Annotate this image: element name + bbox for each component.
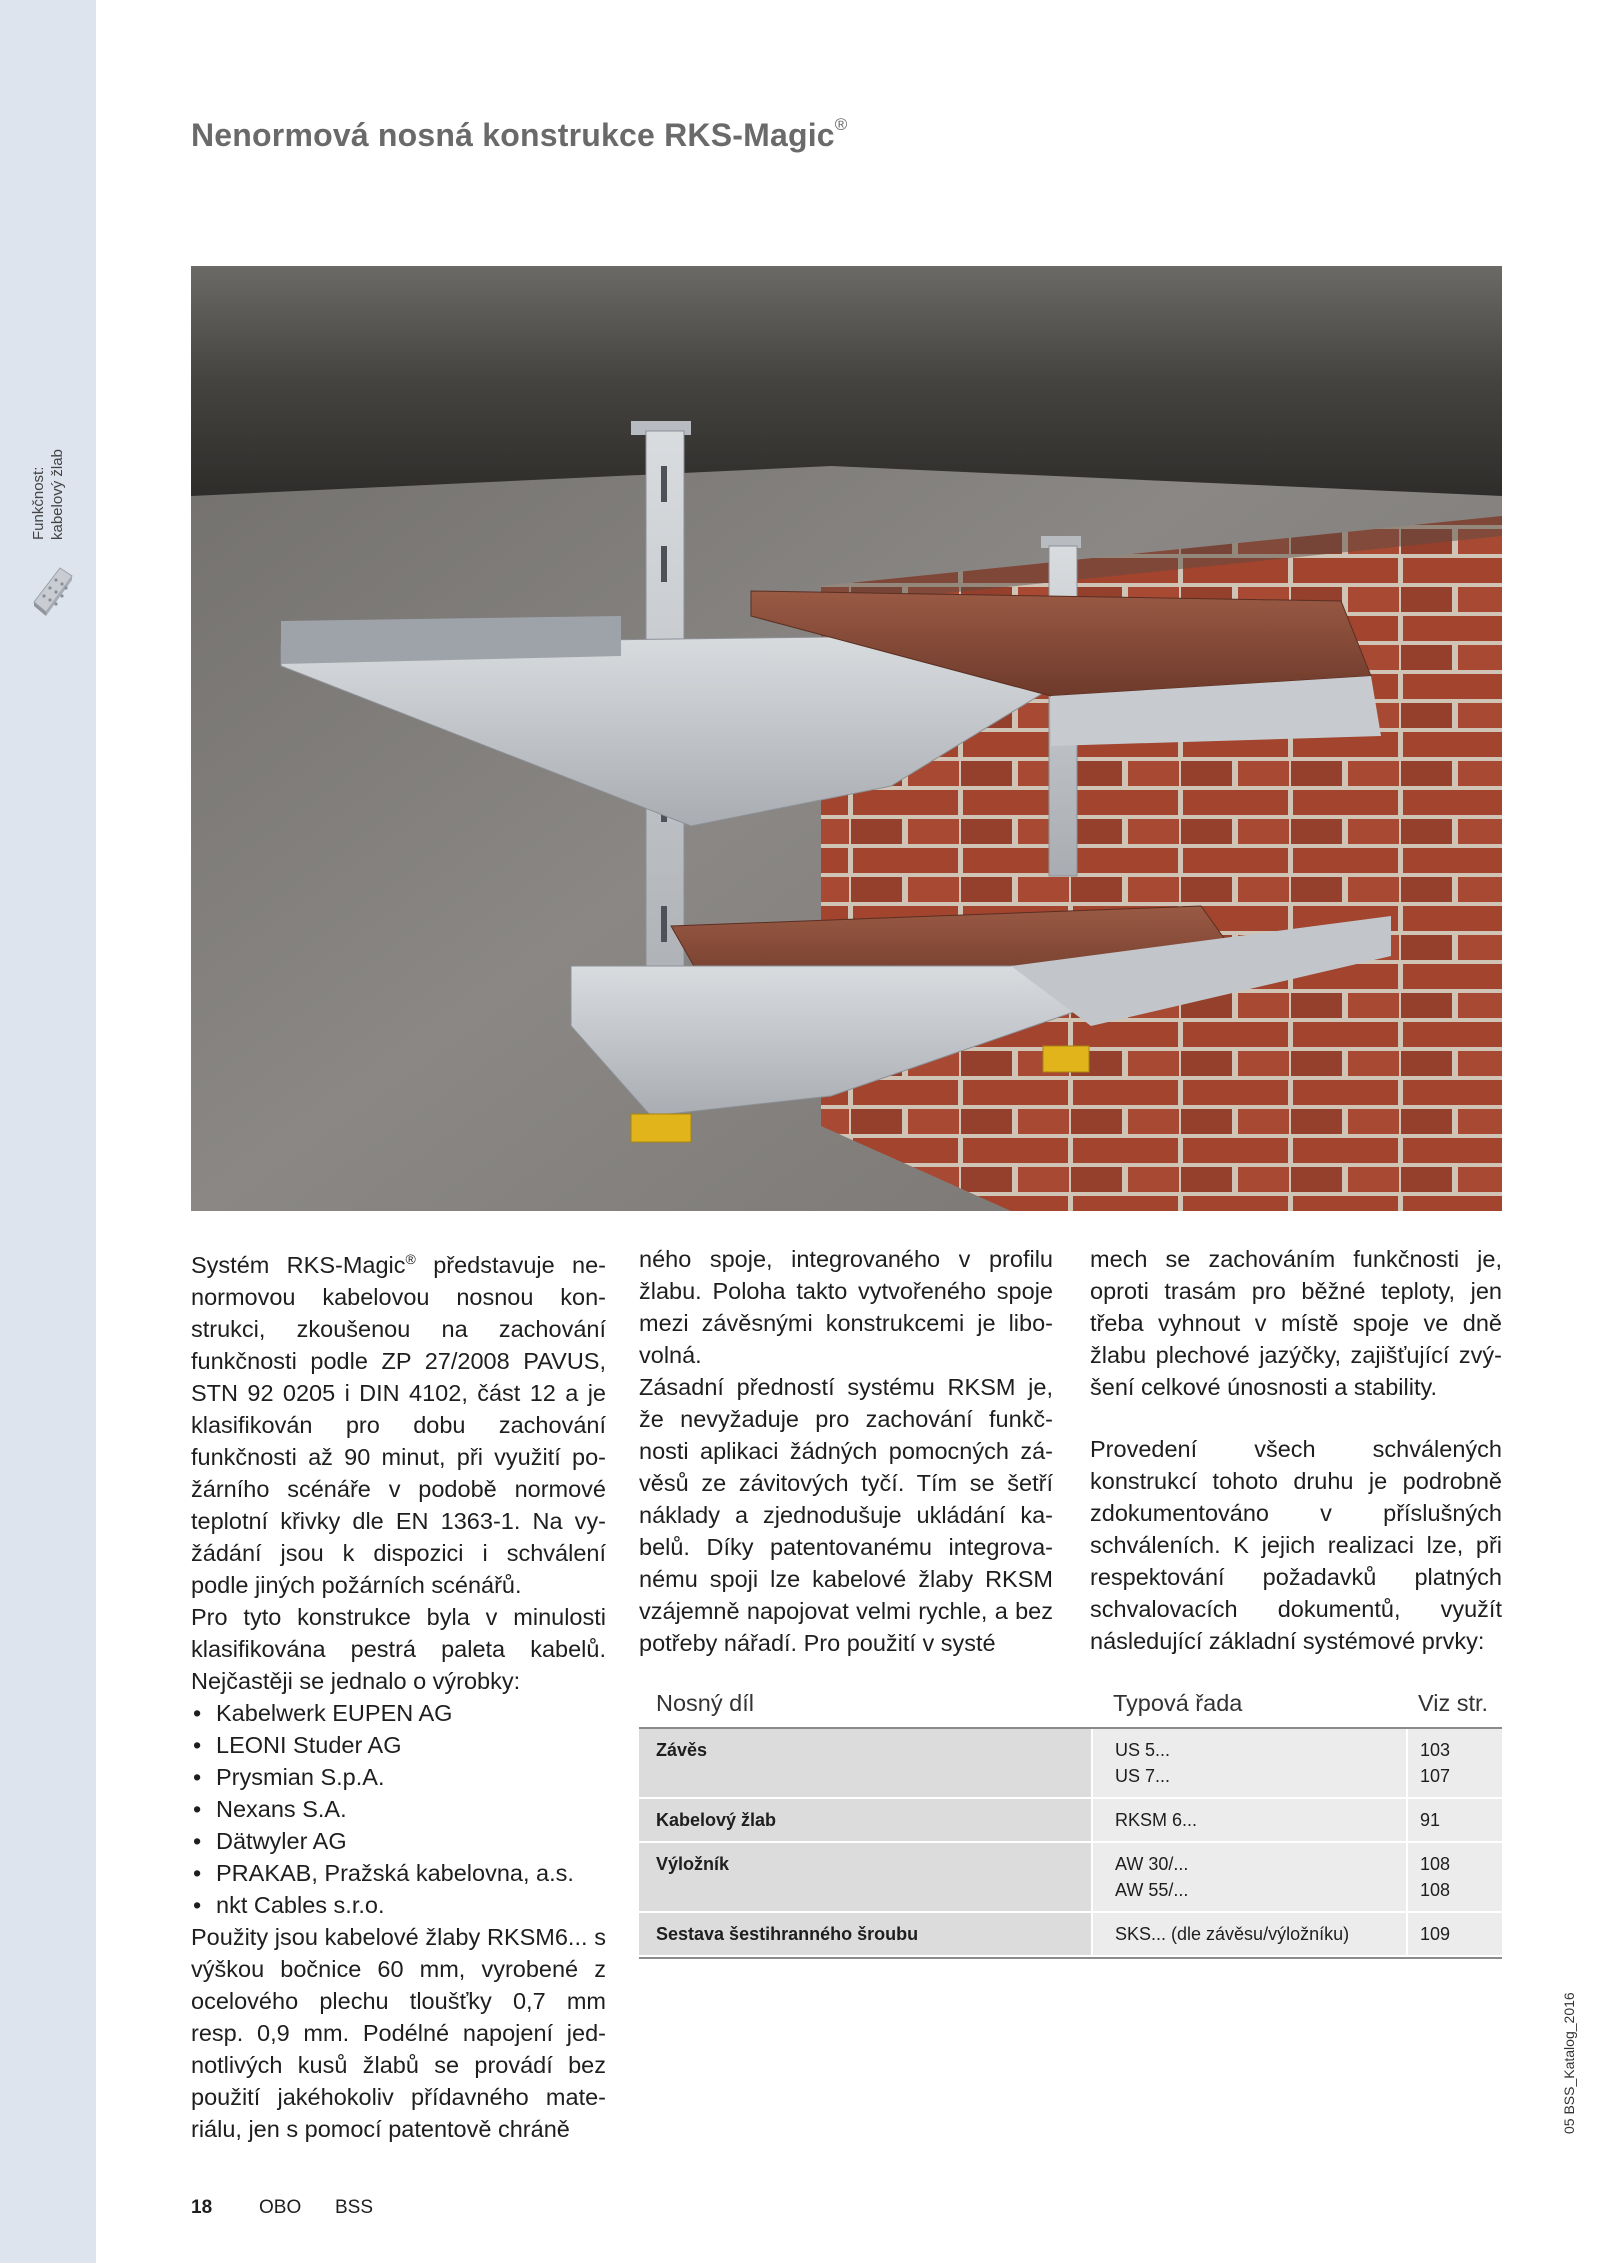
list-item: • Kabelwerk EUPEN AG (191, 1697, 606, 1729)
list-item: • nkt Cables s.r.o. (191, 1889, 606, 1921)
cell-part: Sestava šestihranného šroubu (639, 1913, 1091, 1955)
manufacturer-list (191, 1697, 606, 1921)
components-table (639, 1680, 1502, 1959)
table-header (639, 1680, 1502, 1729)
table-row (639, 1799, 1502, 1843)
footer-section: BSS (335, 2197, 374, 2218)
cell-series: RKSM 6... (1091, 1799, 1406, 1841)
approvals-paragraph: Provedení všech schválených konstrukcí tohoto druhu je podrobně zdokumentováno v příslušných schváleních. K jejich realizaci lze, při respektování požadavků platných schvalovacích dokumentů, využít následující základní systémové prvky: (1090, 1436, 1502, 1654)
header-series: Typová řada (1113, 1690, 1243, 1716)
systems-paragraph: mech se zachováním funkčnosti je, oproti trasám pro běžné teploty, jen třeba vyhnout v místě spoje ve dně žlabu plechové jazýčky, zajišťující zvýšení celkové únosnosti a stability. (1090, 1246, 1502, 1400)
list-item: • Nexans S.A. (191, 1793, 606, 1825)
joint-paragraph: ného spoje, integrovaného v profilu žlabu. Poloha takto vytvořeného spoje mezi závěsnými konstrukcemi je libovolná. (639, 1246, 1053, 1368)
cell-page: 91 (1406, 1799, 1502, 1841)
table-bottom-rule (639, 1957, 1502, 1959)
text-column-2 (639, 1243, 1053, 1659)
header-page: Viz str. (1418, 1690, 1489, 1716)
text-column-1 (191, 1243, 606, 2145)
cell-series: US 5... US 7... (1091, 1729, 1406, 1797)
list-item: • Dätwyler AG (191, 1825, 606, 1857)
product-photo (191, 266, 1502, 1211)
text-column-3 (1090, 1243, 1502, 1657)
cell-page: 109 (1406, 1913, 1502, 1955)
list-item: • PRAKAB, Pražská kabelovna, a.s. (191, 1857, 606, 1889)
cell-page: 103 107 (1406, 1729, 1502, 1797)
tray-description: Použity jsou kabelové žlaby RKSM6... s výškou bočnice 60 mm, vyrobené z ocelového plechu tloušťky 0,7 mm resp. 0,9 mm. Podélné napojení jednotlivých kusů žlabů se provádí bez použití jakéhokoliv přídavného materiálu, jen s pomocí patentově chráně (191, 1923, 606, 2142)
list-item: • LEONI Studer AG (191, 1729, 606, 1761)
sidebar-band (0, 0, 96, 2263)
cell-page: 108 108 (1406, 1843, 1502, 1911)
table-row (639, 1729, 1502, 1799)
cell-part: Závěs (639, 1729, 1091, 1797)
intro-paragraph: Systém RKS-Magic® představuje nenormovou kabelovou nosnou konstrukci, zkoušenou na zachování funkčnosti podle ZP 27/2008 PAVUS, STN 92 0205 i DIN 4102, část 12 a je klasifikován pro dobu zachování funkčnosti až 90 minut, při využití požárního scénáře v podobě normové teplotní křivky dle EN 1363-1. Na vyžádání jsou k dispozici i schválení podle jiných požárních scénářů. (191, 1251, 606, 1598)
list-item: • Prysmian S.p.A. (191, 1761, 606, 1793)
footer-brand: OBO (259, 2197, 302, 2218)
cell-series: AW 30/... AW 55/... (1091, 1843, 1406, 1911)
table-row (639, 1843, 1502, 1913)
page-title: Nenormová nosná konstrukce RKS-Magic® (191, 115, 848, 153)
header-part: Nosný díl (656, 1690, 754, 1716)
cell-part: Výložník (639, 1843, 1091, 1911)
cell-series: SKS... (dle závěsu/výložníku) (1091, 1913, 1406, 1955)
sidebar-label-line2: kabelový žlab (49, 449, 66, 540)
advantage-paragraph: Zásadní předností systému RKSM je, že nevyžaduje pro zachování funkčnosti aplikaci žádných pomocných závěsů ze závitových tyčí. Tím se šetří náklady a zjednodušuje ukládání kabelů. Díky patentovanému integrovanému spoji lze kabelové žlaby RKSM vzájemně napojovat velmi rychle, a bez potřeby nářadí. Pro použití v systé (639, 1374, 1053, 1656)
cell-part: Kabelový žlab (639, 1799, 1091, 1841)
cable-tray-icon (30, 562, 74, 618)
table-row (639, 1913, 1502, 1957)
manufacturers-intro: Pro tyto konstrukce byla v minulosti klasifikována pestrá paleta kabelů. Nejčastěji se jednalo o výrobky: (191, 1603, 606, 1694)
sidebar-label-line1: Funkčnost: (30, 466, 47, 540)
page-number: 18 (191, 2197, 213, 2218)
